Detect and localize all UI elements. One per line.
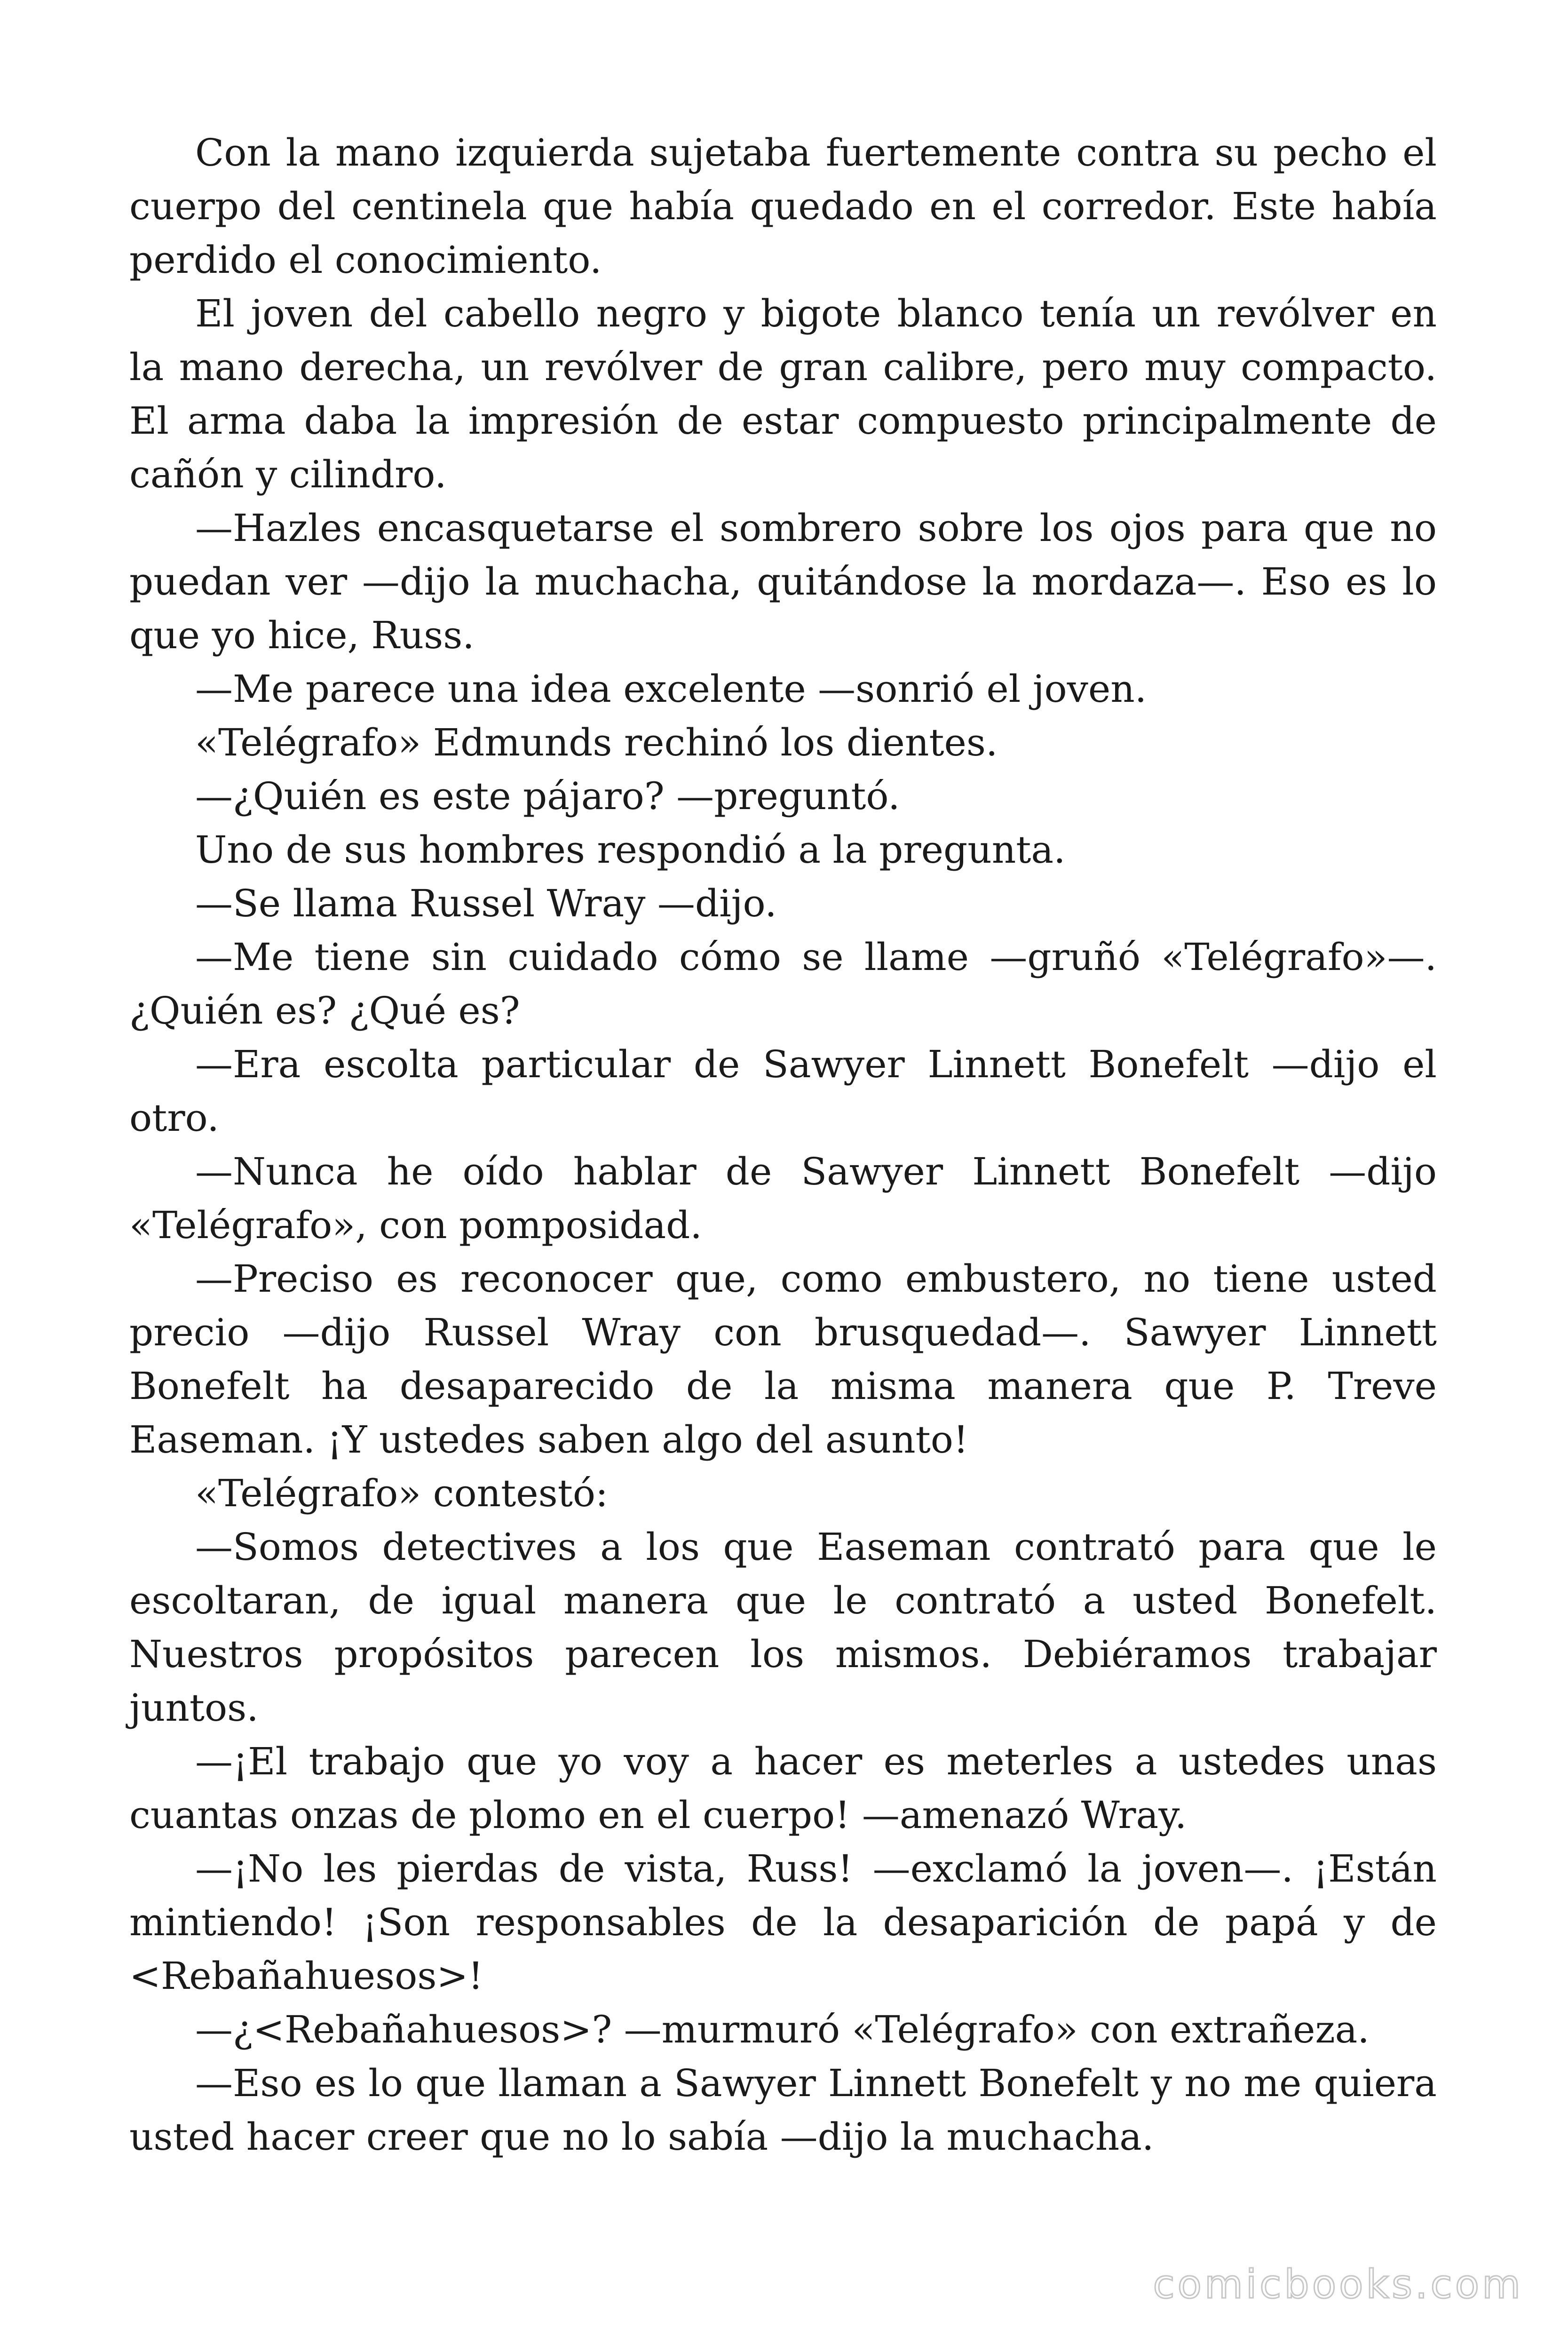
paragraph: —Me tiene sin cuidado cómo se llame —gruñó «Telégrafo»—. ¿Quién es? ¿Qué es? (129, 935, 1437, 1033)
paragraph: —¿Quién es este pájaro? —preguntó. (195, 774, 900, 818)
paragraph: —Somos detectives a los que Easeman contrató para que le escoltaran, de igual manera que le contrató a usted Bonefelt. Nuestros propósitos parecen los mismos. Debiéramos trabajar juntos. (129, 1525, 1437, 1730)
paragraph: —Era escolta particular de Sawyer Linnett Bonefelt —dijo el otro. (129, 1042, 1437, 1140)
paragraph: —Se llama Russel Wray —dijo. (195, 882, 777, 925)
paragraph: El joven del cabello negro y bigote blanco tenía un revólver en la mano derecha, un revólver de gran calibre, pero muy compacto. El arma daba la impresión de estar compuesto principalmente de cañón y cilindro. (129, 292, 1437, 496)
paragraph: —Hazles encasquetarse el sombrero sobre los ojos para que no puedan ver —dijo la muchacha, quitándose la mordaza—. Eso es lo que yo hice, Russ. (129, 506, 1437, 657)
paragraph: —¿<Rebañahuesos>? —murmuró «Telégrafo» con extrañeza. (195, 2008, 1370, 2051)
paragraph: —Me parece una idea excelente —sonrió el joven. (195, 667, 1147, 711)
paragraph: —Nunca he oído hablar de Sawyer Linnett Bonefelt —dijo «Telégrafo», con pomposidad. (129, 1150, 1437, 1247)
paragraph: —¡No les pierdas de vista, Russ! —exclamó la joven—. ¡Están mintiendo! ¡Son responsables de la desaparición de papá y de <Rebañahuesos>! (129, 1847, 1437, 1998)
paragraph: «Telégrafo» contestó: (195, 1471, 608, 1515)
paragraph: «Telégrafo» Edmunds rechinó los dientes. (195, 721, 998, 764)
paragraph: Uno de sus hombres respondió a la pregunta. (195, 828, 1066, 872)
watermark: comicbooks.com (1153, 2261, 1523, 2307)
page-text (129, 126, 1437, 2164)
paragraph: —¡El trabajo que yo voy a hacer es meterles a ustedes unas cuantas onzas de plomo en el cuerpo! —amenazó Wray. (129, 1740, 1437, 1837)
paragraph: —Preciso es reconocer que, como embustero, no tiene usted precio —dijo Russel Wray con brusquedad—. Sawyer Linnett Bonefelt ha desaparecido de la misma manera que P. Treve Easeman. ¡Y ustedes saben algo del asunto! (129, 1257, 1437, 1462)
paragraph: Con la mano izquierda sujetaba fuertemente contra su pecho el cuerpo del centinela que había quedado en el corredor. Este había perdido el conocimiento. (129, 131, 1437, 282)
paragraph: —Eso es lo que llaman a Sawyer Linnett Bonefelt y no me quiera usted hacer creer que no lo sabía —dijo la muchacha. (129, 2061, 1437, 2159)
